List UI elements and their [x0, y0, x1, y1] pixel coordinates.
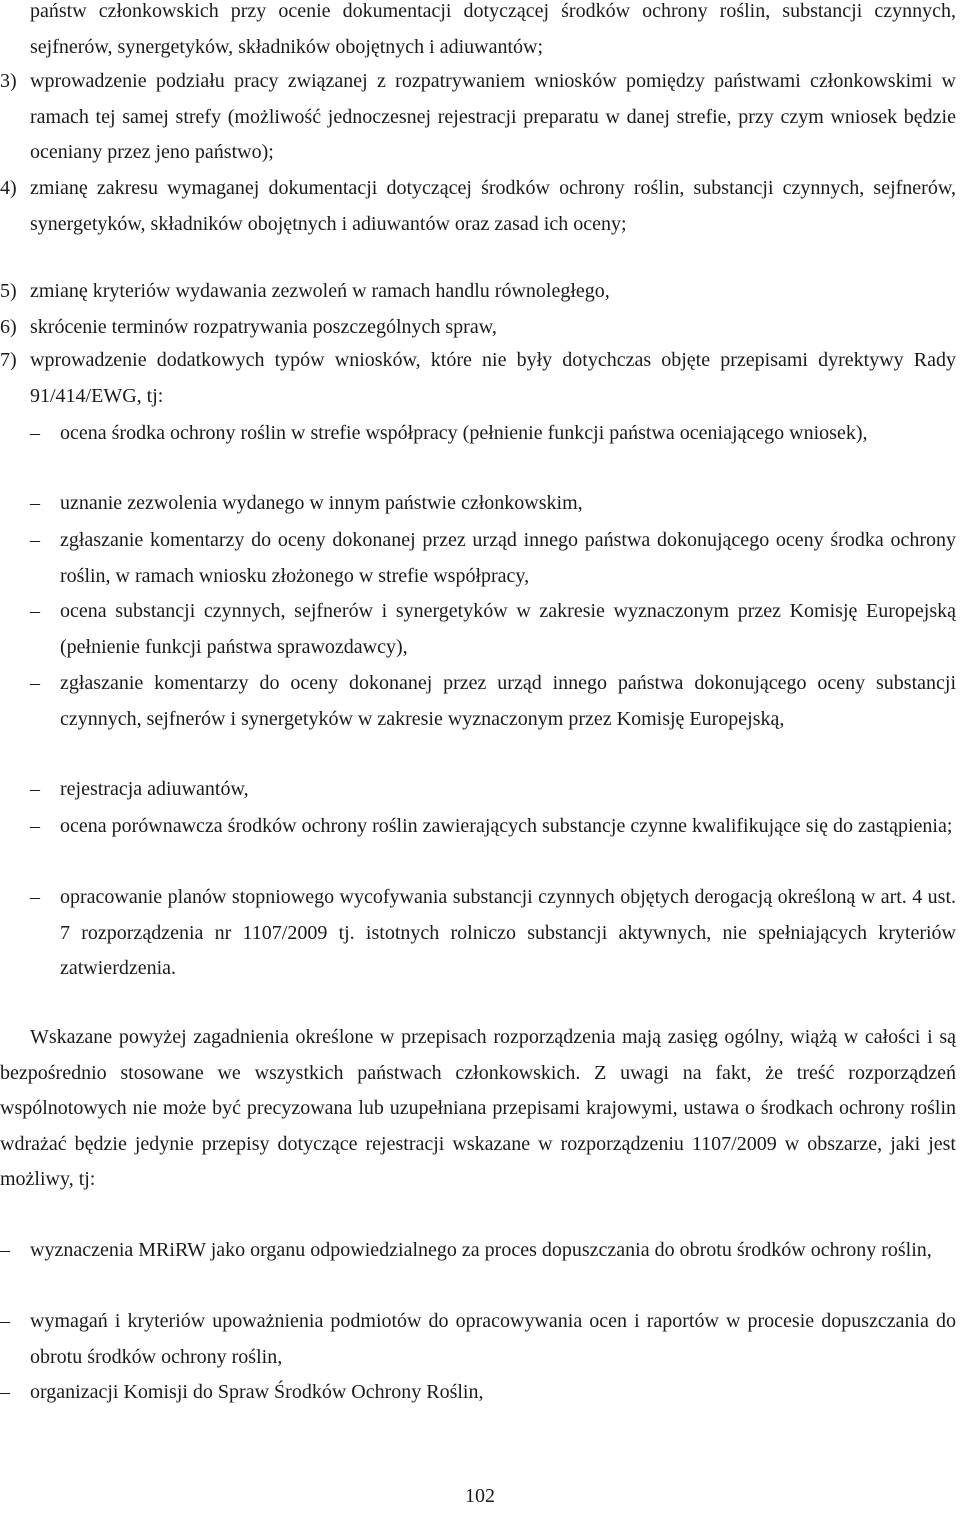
dash-bullet: – [30, 815, 40, 837]
dash-bullet: – [0, 1310, 10, 1332]
dash-bullet: – [30, 600, 40, 622]
body-paragraph: Wskazane powyżej zagadnienia określone w przepisach rozporządzenia mają zasięg ogólny, wiążą w całości i są bezpośrednio stosowane we wszystkich państwach członkowskich. Z uwagi na fakt, że treść rozporządzeń wspólnotowych nie może być precyzowana lub uzupełniana przepisami krajowymi, ustawa o środkach ochrony roślin wdrażać będzie jedynie przepisy dotyczące rejestracji wskazane w rozporządzeniu 1107/2009 w obszarze, jaki jest możliwy, tj: [0, 1026, 956, 1191]
bullet-item: wyznaczenia MRiRW jako organu odpowiedzialnego za proces dopuszczania do obrotu środków ochrony roślin, [30, 1239, 932, 1261]
dash-bullet: – [0, 1381, 10, 1403]
bullet-item: ocena środka ochrony roślin w strefie współpracy (pełnienie funkcji państwa oceniającego wniosek), [60, 422, 868, 444]
intro-continuation: państw członkowskich przy ocenie dokumentacji dotyczącej środków ochrony roślin, substancji czynnych, sejfnerów, synergetyków, składników obojętnych i adiuwantów; [30, 0, 956, 58]
bullet-item: opracowanie planów stopniowego wycofywania substancji czynnych objętych derogacją określoną w art. 4 ust. 7 rozporządzenia nr 1107/2009 tj. istotnych rolniczo substancji aktywnych, nie spełniających kryteriów zatwierdzenia. [60, 886, 956, 980]
bullet-item: ocena substancji czynnych, sejfnerów i synergetyków w zakresie wyznaczonym przez Komisję Europejską (pełnienie funkcji państwa sprawozdawcy), [60, 600, 956, 658]
list-item: zmianę kryteriów wydawania zezwoleń w ramach handlu równoległego, [30, 280, 610, 302]
list-number: 7) [0, 349, 17, 371]
dash-bullet: – [30, 422, 40, 444]
dash-bullet: – [30, 778, 40, 800]
page-number: 102 [465, 1485, 495, 1507]
bullet-item: zgłaszanie komentarzy do oceny dokonanej przez urząd innego państwa dokonującego oceny środka ochrony roślin, w ramach wniosku złożonego w strefie współpracy, [60, 529, 956, 587]
dash-bullet: – [0, 1239, 10, 1261]
list-number: 6) [0, 316, 17, 338]
bullet-item: rejestracja adiuwantów, [60, 778, 249, 800]
list-item: wprowadzenie dodatkowych typów wniosków, które nie były dotychczas objęte przepisami dyrektywy Rady 91/414/EWG, tj: [30, 349, 956, 407]
bullet-item: uznanie zezwolenia wydanego w innym państwie członkowskim, [60, 492, 583, 514]
list-number: 3) [0, 70, 17, 92]
bullet-item: zgłaszanie komentarzy do oceny dokonanej przez urząd innego państwa dokonującego oceny substancji czynnych, sejfnerów i synergetyków w zakresie wyznaczonym przez Komisję Europejską, [60, 672, 956, 730]
list-number: 4) [0, 177, 17, 199]
dash-bullet: – [30, 886, 40, 908]
list-item: wprowadzenie podziału pracy związanej z rozpatrywaniem wniosków pomiędzy państwami członkowskimi w ramach tej samej strefy (możliwość jednoczesnej rejestracji preparatu w danej strefie, przy czym wniosek będzie oceniany przez jeno państwo); [30, 70, 956, 164]
list-number: 5) [0, 280, 17, 302]
dash-bullet: – [30, 672, 40, 694]
bullet-item: wymagań i kryteriów upoważnienia podmiotów do opracowywania ocen i raportów w procesie dopuszczania do obrotu środków ochrony roślin, [30, 1310, 956, 1368]
bullet-item: organizacji Komisji do Spraw Środków Ochrony Roślin, [30, 1381, 484, 1403]
list-item: skrócenie terminów rozpatrywania poszczególnych spraw, [30, 316, 497, 338]
bullet-item: ocena porównawcza środków ochrony roślin zawierających substancje czynne kwalifikujące się do zastąpienia; [60, 815, 953, 837]
list-item: zmianę zakresu wymaganej dokumentacji dotyczącej środków ochrony roślin, substancji czynnych, sejfnerów, synergetyków, składników obojętnych i adiuwantów oraz zasad ich oceny; [30, 177, 956, 235]
dash-bullet: – [30, 529, 40, 551]
dash-bullet: – [30, 492, 40, 514]
